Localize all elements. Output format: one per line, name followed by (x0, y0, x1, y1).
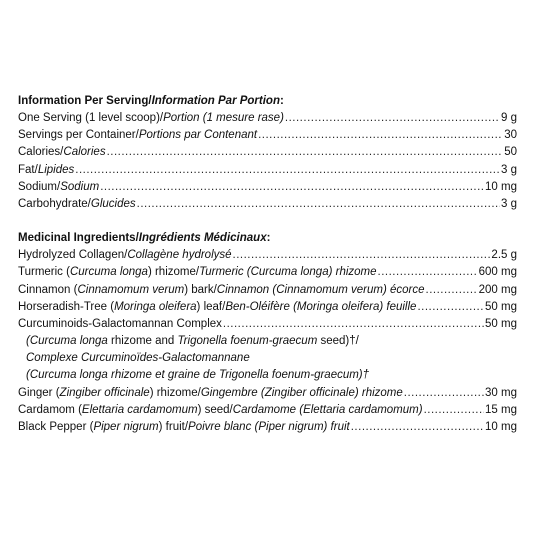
leader-dots (107, 144, 504, 161)
leader-dots (417, 299, 484, 316)
latin-name: Elettaria cardamomum (81, 403, 198, 416)
leader-dots (233, 247, 491, 264)
value: 15 mg (485, 403, 517, 416)
label-en: Sodium/ (18, 180, 61, 193)
serving-row-carbohydrate (18, 196, 517, 213)
curcuminoids-sub-line-2: Complexe Curcuminoïdes-Galactomannane (26, 352, 250, 365)
label-fr: Sodium (60, 180, 100, 193)
serving-row-sodium (18, 179, 517, 196)
latin-name: Moringa oleifera (114, 300, 197, 313)
label-fr: Portion (1 mesure rase) (163, 112, 284, 124)
label-fr: Turmeric (Curcuma longa) rhizome (199, 266, 377, 279)
heading-fr: Information Par Portion (151, 95, 280, 107)
latin-name: Curcuma longa (29, 335, 108, 348)
label-en: Hydrolyzed Collagen/ (18, 249, 128, 262)
label-fr: Glucides (90, 197, 136, 210)
value: 2.5 g (491, 249, 517, 262)
leader-dots (378, 264, 478, 281)
label-en: Curcuminoids-Galactomannan Complex (18, 317, 222, 330)
value: 3 g (501, 163, 517, 176)
curcuminoids-sub-line-3: (Curcuma longa rhizome et graine de Trigonella foenum-graecum)† (26, 369, 370, 382)
label-fr: Calories (63, 146, 106, 159)
value: 200 mg (478, 283, 517, 296)
latin-name: Piper nigrum (93, 421, 159, 433)
serving-row-servings (18, 127, 517, 144)
label-fr: Collagène hydrolysé (127, 249, 232, 262)
leader-dots (285, 110, 500, 127)
value: 50 (504, 146, 517, 159)
ingredient-row-curcuminoids (18, 316, 517, 333)
curcuminoids-sub-line-1: (Curcuma longa rhizome and Trigonella foenum-graecum seed)†/ (26, 335, 359, 348)
heading-en: Medicinal Ingredients/ (18, 232, 139, 245)
label-fr: Gingembre (Zingiber officinale) rhizome (200, 386, 403, 399)
label-fr: Poivre blanc (Piper nigrum) fruit (188, 421, 350, 433)
leader-dots (404, 385, 484, 402)
value: 10 mg (485, 421, 517, 433)
heading-colon: : (279, 95, 284, 107)
value: 50 mg (485, 300, 517, 313)
label-fr: Ben-Oléifère (Moringa oleifera) feuille (225, 300, 417, 313)
heading-fr: Ingrédients Médicinaux (138, 232, 267, 245)
ingredient-row-cardamom: Cardamom (Elettaria cardamomum) seed/Cardamome (Elettaria cardamomum) ..... 15 mg (18, 402, 517, 419)
ingredient-row-ginger: Ginger (Zingiber officinale) rhizome/Gingembre (Zingiber officinale) rhizome ..... 30 mg (18, 385, 517, 402)
leader-dots (258, 127, 503, 144)
label-en: Fat/ (18, 163, 38, 176)
label-en: Servings per Container/ (18, 129, 139, 142)
latin-name: Trigonella foenum-graecum (177, 335, 318, 348)
value: 600 mg (478, 266, 517, 279)
label-en: Calories/ (18, 146, 64, 159)
ingredient-row-black-pepper: Black Pepper (Piper nigrum) fruit/Poivre blanc (Piper nigrum) fruit ..... 10 mg (18, 419, 517, 436)
supplement-facts-panel (18, 93, 517, 436)
label-fr: Cinnamon (Cinnamomum verum) écorce (216, 283, 425, 296)
value: 30 mg (485, 386, 517, 399)
leader-dots (75, 162, 500, 179)
value: 10 mg (485, 180, 517, 193)
leader-dots (223, 316, 484, 333)
leader-dots (426, 282, 478, 299)
ingredient-row-collagen (18, 247, 517, 264)
medicinal-ingredients-heading (18, 230, 517, 247)
serving-row-calories (18, 144, 517, 161)
ingredient-row-cinnamon: Cinnamon (Cinnamomum verum) bark/Cinnamon (Cinnamomum verum) écorce ..... 200 mg (18, 282, 517, 299)
leader-dots (137, 196, 500, 213)
latin-name: Cinnamomum verum (77, 283, 185, 296)
value: 50 mg (485, 317, 517, 330)
label-en: Carbohydrate/ (18, 197, 91, 210)
heading-colon: : (266, 232, 271, 245)
serving-info-heading (18, 93, 517, 110)
leader-dots (351, 419, 484, 436)
label-fr: Lipides (37, 163, 75, 176)
leader-dots (424, 402, 484, 419)
value: 3 g (501, 197, 517, 210)
label-fr: Portions par Contenant (138, 129, 258, 142)
value: 9 g (501, 112, 517, 124)
value: 30 (504, 129, 517, 142)
ingredient-row-horseradish: Horseradish-Tree (Moringa oleifera) leaf/Ben-Oléifère (Moringa oleifera) feuille ..... 50 mg (18, 299, 517, 316)
ingredient-row-turmeric: Turmeric (Curcuma longa) rhizome/Turmeric (Curcuma longa) rhizome ..... 600 mg (18, 264, 517, 281)
latin-name: Zingiber officinale (59, 386, 150, 399)
serving-row-fat (18, 162, 517, 179)
leader-dots (100, 179, 484, 196)
serving-row-size (18, 110, 517, 127)
latin-name: Curcuma longa (69, 266, 148, 279)
heading-en: Information Per Serving/ (18, 95, 152, 107)
label-en: One Serving (1 level scoop)/ (18, 112, 164, 124)
label-fr: Cardamome (Elettaria cardamomum) (232, 403, 423, 416)
